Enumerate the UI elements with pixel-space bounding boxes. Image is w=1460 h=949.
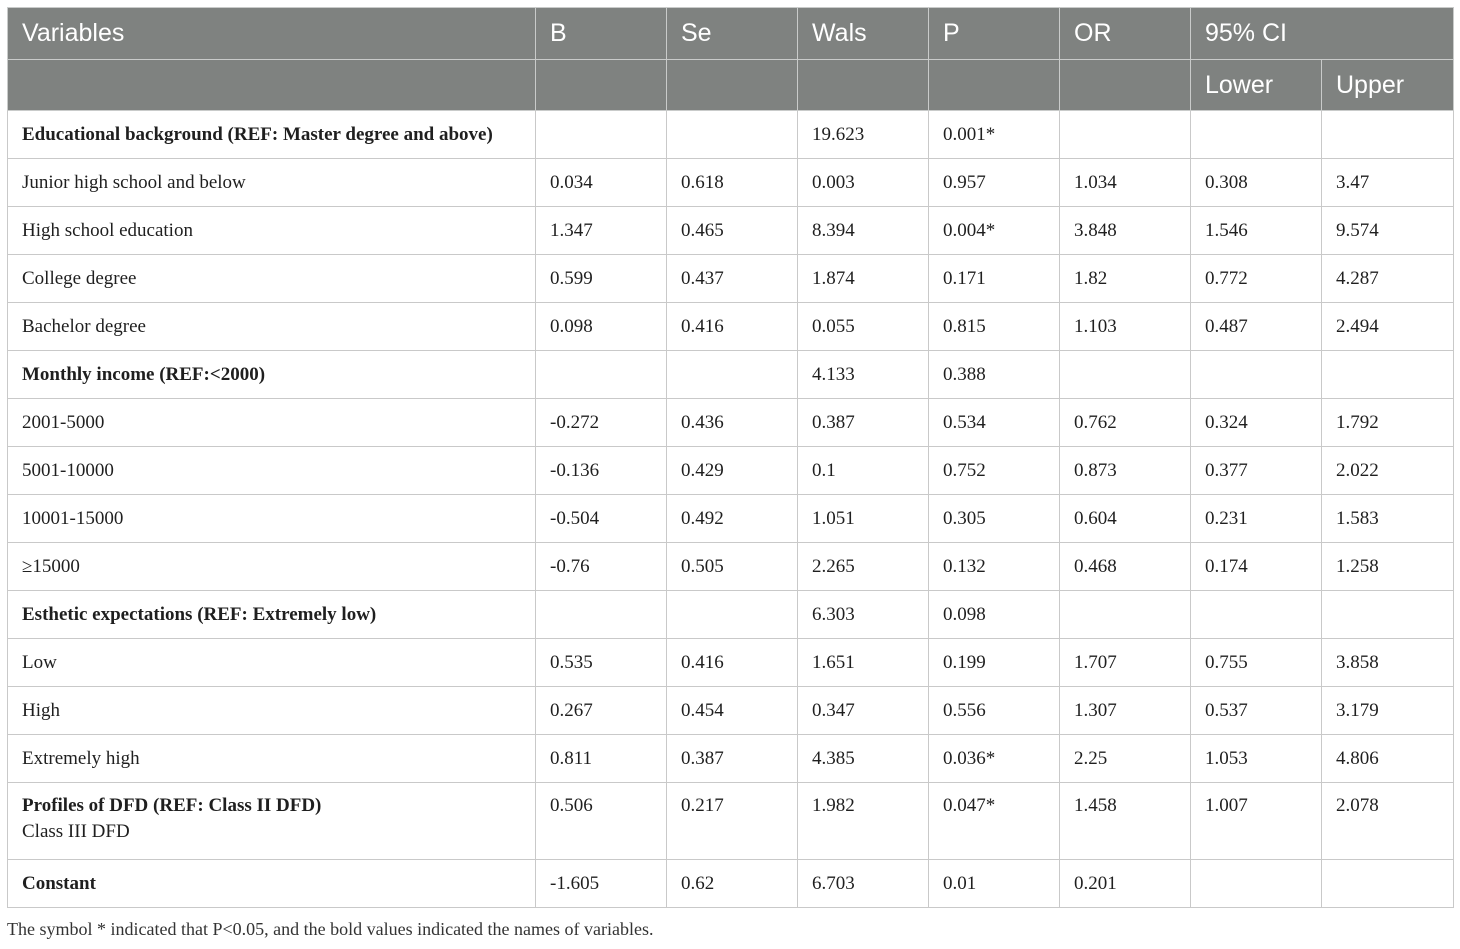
cell-lower [1191,111,1322,159]
cell-b: -0.136 [536,447,667,495]
cell-upper [1322,111,1454,159]
cell-wals: 4.385 [798,735,929,783]
cell-or [1060,591,1191,639]
cell-b: -0.272 [536,399,667,447]
cell-variable [8,255,536,303]
table-body [8,111,1454,908]
cell-wals: 6.703 [798,860,929,908]
cell-variable [8,735,536,783]
cell-wals: 8.394 [798,207,929,255]
cell-p: 0.556 [929,687,1060,735]
cell-or: 0.604 [1060,495,1191,543]
cell-upper: 2.078 [1322,783,1454,860]
cell-wals: 2.265 [798,543,929,591]
cell-lower: 0.308 [1191,159,1322,207]
cell-or: 1.707 [1060,639,1191,687]
cell-variable [8,447,536,495]
variable-label: Bachelor degree [22,315,146,337]
cell-upper: 4.287 [1322,255,1454,303]
cell-p: 0.001* [929,111,1060,159]
cell-upper: 4.806 [1322,735,1454,783]
variable-label: High school education [22,219,193,241]
table-row [8,543,1454,591]
header-p: P [929,8,1060,60]
variable-label: Constant [22,872,96,894]
cell-wals: 0.003 [798,159,929,207]
cell-se: 0.429 [667,447,798,495]
table-row [8,735,1454,783]
cell-wals: 1.874 [798,255,929,303]
table-row [8,255,1454,303]
cell-p: 0.132 [929,543,1060,591]
cell-lower: 0.377 [1191,447,1322,495]
cell-upper: 9.574 [1322,207,1454,255]
cell-p: 0.388 [929,351,1060,399]
cell-p: 0.752 [929,447,1060,495]
cell-or: 1.458 [1060,783,1191,860]
cell-lower: 0.537 [1191,687,1322,735]
header-upper: Upper [1322,60,1454,111]
variable-label: Extremely high [22,747,140,769]
cell-b: 0.535 [536,639,667,687]
cell-variable [8,639,536,687]
cell-upper: 1.258 [1322,543,1454,591]
cell-wals: 0.347 [798,687,929,735]
cell-se: 0.618 [667,159,798,207]
cell-variable [8,303,536,351]
cell-or: 2.25 [1060,735,1191,783]
cell-p: 0.171 [929,255,1060,303]
table-footnote: The symbol * indicated that P<0.05, and the bold values indicated the names of variables. [7,919,654,939]
cell-se: 0.454 [667,687,798,735]
table-row [8,111,1454,159]
cell-lower: 1.546 [1191,207,1322,255]
cell-p: 0.047* [929,783,1060,860]
variable-label: Profiles of DFD (REF: Class II DFD) [22,795,322,816]
variable-label: College degree [22,267,137,289]
cell-p: 0.305 [929,495,1060,543]
table-row [8,639,1454,687]
cell-b: 0.098 [536,303,667,351]
cell-upper [1322,591,1454,639]
cell-wals: 19.623 [798,111,929,159]
cell-upper: 2.022 [1322,447,1454,495]
cell-se: 0.436 [667,399,798,447]
cell-or: 0.201 [1060,860,1191,908]
cell-b: -0.504 [536,495,667,543]
table-row [8,159,1454,207]
cell-variable [8,159,536,207]
cell-variable [8,783,536,860]
table-row [8,303,1454,351]
cell-se: 0.416 [667,639,798,687]
header-empty-wals [798,60,929,111]
cell-variable [8,111,536,159]
cell-b: 0.811 [536,735,667,783]
cell-lower: 0.487 [1191,303,1322,351]
header-row-sub [8,60,1454,111]
cell-variable [8,687,536,735]
cell-or: 1.82 [1060,255,1191,303]
cell-lower: 0.772 [1191,255,1322,303]
cell-upper: 3.47 [1322,159,1454,207]
cell-lower [1191,351,1322,399]
cell-wals: 4.133 [798,351,929,399]
cell-b: 0.506 [536,783,667,860]
table-row [8,783,1454,860]
cell-se: 0.492 [667,495,798,543]
header-empty-p [929,60,1060,111]
cell-wals: 0.1 [798,447,929,495]
table-row [8,447,1454,495]
cell-b [536,111,667,159]
cell-upper [1322,351,1454,399]
variable-label: High [22,699,60,721]
cell-or: 0.762 [1060,399,1191,447]
cell-upper: 2.494 [1322,303,1454,351]
cell-b: -0.76 [536,543,667,591]
table-row [8,351,1454,399]
cell-upper: 1.583 [1322,495,1454,543]
cell-lower: 0.231 [1191,495,1322,543]
cell-b [536,591,667,639]
table-row [8,860,1454,908]
header-wals: Wals [798,8,929,60]
cell-wals: 1.982 [798,783,929,860]
cell-variable [8,399,536,447]
cell-wals: 0.387 [798,399,929,447]
cell-or [1060,111,1191,159]
cell-variable [8,543,536,591]
variable-label: Low [22,651,57,673]
cell-upper: 1.792 [1322,399,1454,447]
cell-p: 0.01 [929,860,1060,908]
cell-p: 0.004* [929,207,1060,255]
header-empty-or [1060,60,1191,111]
cell-lower [1191,591,1322,639]
cell-upper [1322,860,1454,908]
cell-variable [8,351,536,399]
cell-or [1060,351,1191,399]
cell-variable [8,207,536,255]
cell-lower: 0.174 [1191,543,1322,591]
cell-b [536,351,667,399]
cell-p: 0.036* [929,735,1060,783]
cell-lower: 1.053 [1191,735,1322,783]
variable-label: Educational background (REF: Master degree and above) [22,123,493,145]
header-se: Se [667,8,798,60]
cell-se: 0.505 [667,543,798,591]
cell-wals: 1.651 [798,639,929,687]
cell-lower [1191,860,1322,908]
variable-label: Esthetic expectations (REF: Extremely low) [22,603,377,625]
variable-label: 10001-15000 [22,507,124,529]
cell-variable [8,495,536,543]
header-b: B [536,8,667,60]
header-or: OR [1060,8,1191,60]
cell-p: 0.534 [929,399,1060,447]
table-row [8,495,1454,543]
cell-b: 0.599 [536,255,667,303]
table-header [8,8,1454,111]
variable-label: 5001-10000 [22,459,114,481]
table-row [8,399,1454,447]
cell-p: 0.199 [929,639,1060,687]
cell-se: 0.217 [667,783,798,860]
cell-b: 0.267 [536,687,667,735]
header-lower: Lower [1191,60,1322,111]
cell-variable [8,860,536,908]
cell-se: 0.437 [667,255,798,303]
cell-se: 0.387 [667,735,798,783]
cell-wals: 6.303 [798,591,929,639]
cell-p: 0.815 [929,303,1060,351]
cell-lower: 0.755 [1191,639,1322,687]
variable-label: ≥15000 [22,555,80,577]
variable-label: Junior high school and below [22,171,246,193]
regression-table [7,7,1454,908]
variable-label: 2001-5000 [22,411,105,433]
cell-or: 1.034 [1060,159,1191,207]
cell-lower: 0.324 [1191,399,1322,447]
cell-variable [8,591,536,639]
variable-sublabel: Class III DFD [22,821,130,842]
cell-se: 0.465 [667,207,798,255]
cell-lower: 1.007 [1191,783,1322,860]
table-row [8,591,1454,639]
header-row-main [8,8,1454,60]
header-ci: 95% CI [1191,8,1454,60]
regression-table-container [7,7,1453,908]
cell-or: 0.873 [1060,447,1191,495]
cell-wals: 1.051 [798,495,929,543]
cell-b: -1.605 [536,860,667,908]
cell-upper: 3.179 [1322,687,1454,735]
table-row [8,687,1454,735]
variable-label: Monthly income (REF:<2000) [22,363,266,385]
header-empty-se [667,60,798,111]
cell-p: 0.957 [929,159,1060,207]
cell-or: 3.848 [1060,207,1191,255]
cell-upper: 3.858 [1322,639,1454,687]
cell-se [667,351,798,399]
cell-se: 0.62 [667,860,798,908]
cell-wals: 0.055 [798,303,929,351]
cell-b: 1.347 [536,207,667,255]
header-empty-variables [8,60,536,111]
header-empty-b [536,60,667,111]
cell-se [667,111,798,159]
cell-or: 1.103 [1060,303,1191,351]
cell-or: 1.307 [1060,687,1191,735]
header-variables: Variables [8,8,536,60]
cell-p: 0.098 [929,591,1060,639]
cell-se: 0.416 [667,303,798,351]
cell-or: 0.468 [1060,543,1191,591]
table-row [8,207,1454,255]
cell-b: 0.034 [536,159,667,207]
cell-se [667,591,798,639]
